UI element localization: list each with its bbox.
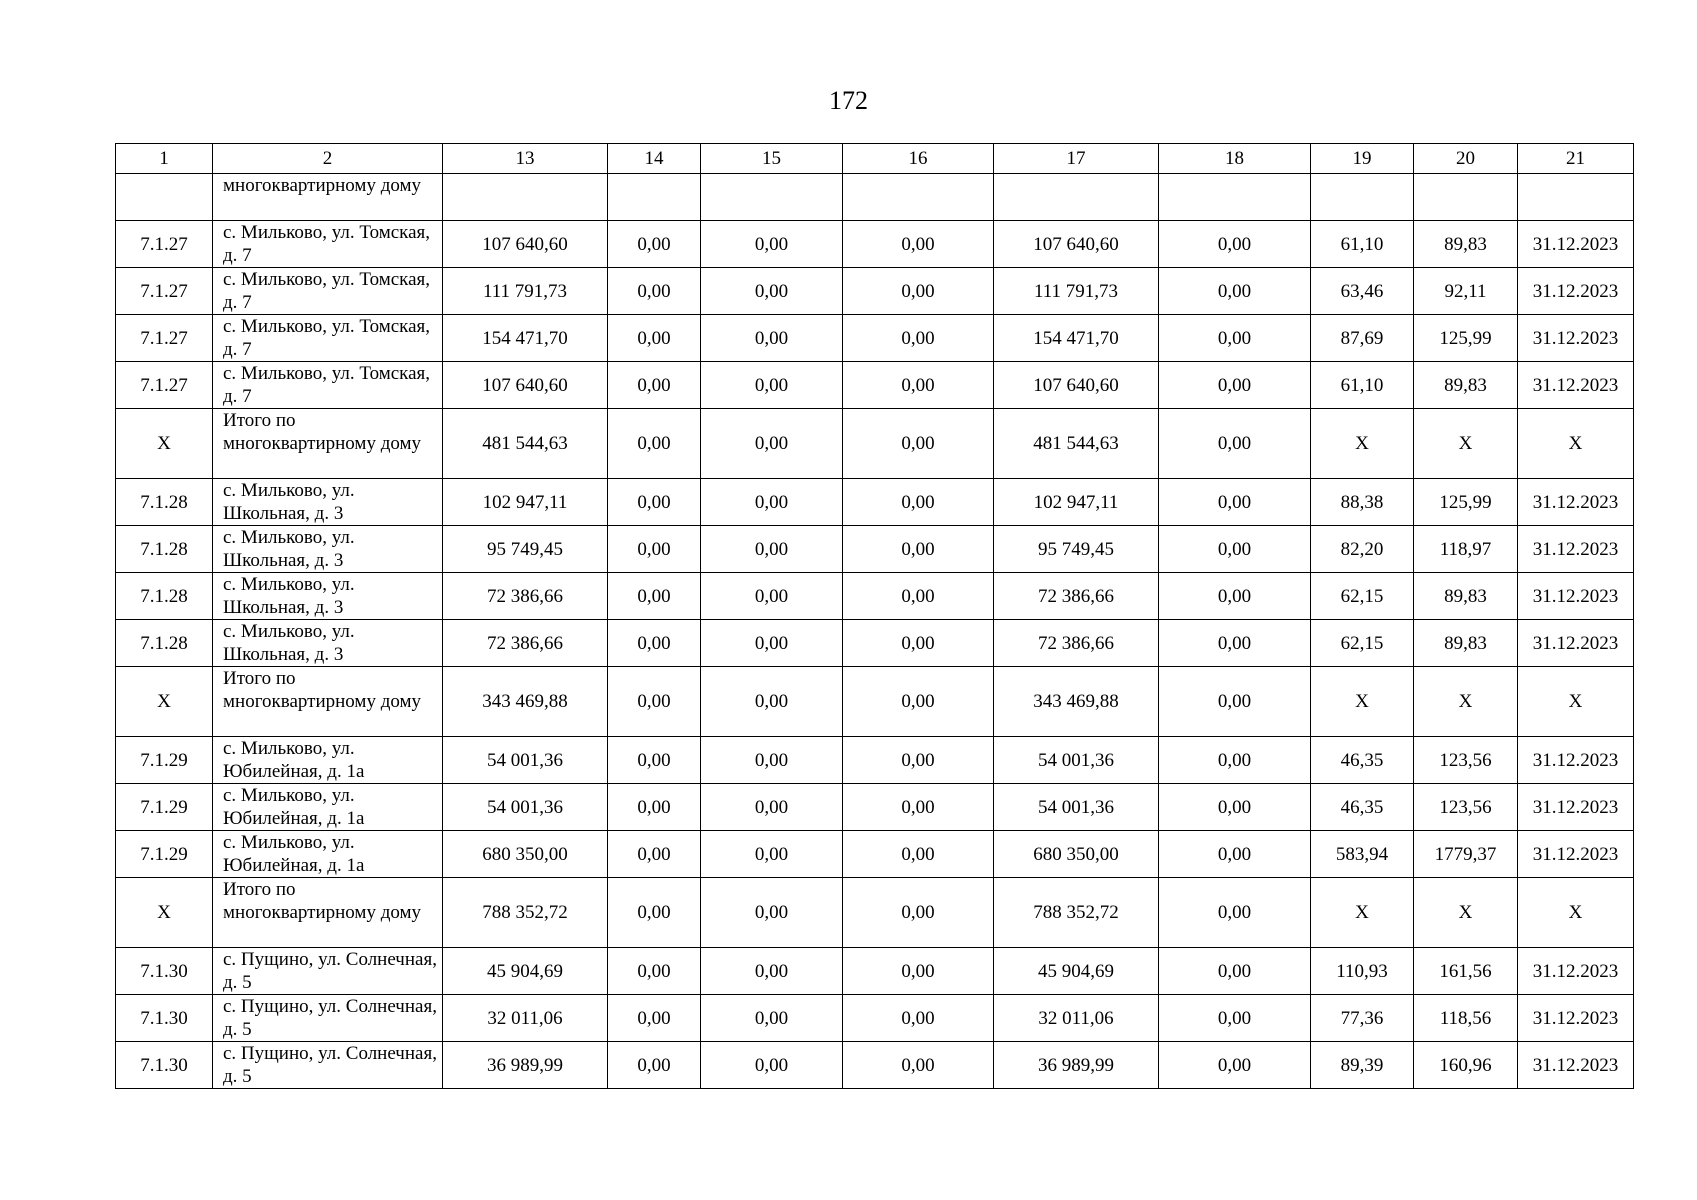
cell-address: с. Мильково, ул. Томская, д. 7: [213, 221, 443, 268]
cell-col-21: 31.12.2023: [1518, 268, 1634, 315]
cell-address: с. Мильково, ул. Школьная, д. 3: [213, 573, 443, 620]
cell-col-15: 0,00: [701, 1042, 843, 1089]
cell-col-20: 118,56: [1414, 995, 1518, 1042]
cell-col-18: 0,00: [1159, 667, 1311, 737]
cell-col-17: 72 386,66: [994, 573, 1159, 620]
cell-number: 7.1.27: [116, 221, 213, 268]
cell-col-13: 54 001,36: [443, 784, 608, 831]
cell-col-13: 481 544,63: [443, 409, 608, 479]
cell-col-21: 31.12.2023: [1518, 573, 1634, 620]
cell-number: 7.1.29: [116, 831, 213, 878]
column-header: 1: [116, 144, 213, 174]
cell-col-13: 788 352,72: [443, 878, 608, 948]
cell-col-14: 0,00: [608, 221, 701, 268]
cell-col-21: X: [1518, 667, 1634, 737]
column-header: 2: [213, 144, 443, 174]
table-row: [116, 620, 1634, 667]
cell-col-15: 0,00: [701, 362, 843, 409]
column-header: 21: [1518, 144, 1634, 174]
column-header: 13: [443, 144, 608, 174]
cell-col-15: 0,00: [701, 995, 843, 1042]
cell-col-13: 107 640,60: [443, 362, 608, 409]
cell-col-14: 0,00: [608, 362, 701, 409]
cell-col-14: 0,00: [608, 784, 701, 831]
cell-col-13: 343 469,88: [443, 667, 608, 737]
cell-col-21: 31.12.2023: [1518, 315, 1634, 362]
cell-col-20: X: [1414, 409, 1518, 479]
cell-col-14: 0,00: [608, 737, 701, 784]
cell-address: Итого по многоквартирному дому: [213, 878, 443, 948]
table-row: [116, 995, 1634, 1042]
column-header: 18: [1159, 144, 1311, 174]
cell-col-18: 0,00: [1159, 479, 1311, 526]
cell-col-14: 0,00: [608, 620, 701, 667]
cell-col-17: 343 469,88: [994, 667, 1159, 737]
cell-col-14: 0,00: [608, 831, 701, 878]
cell-col-15: 0,00: [701, 315, 843, 362]
cell-col-16: 0,00: [843, 1042, 994, 1089]
table-row: [116, 1042, 1634, 1089]
cell-col-14: 0,00: [608, 479, 701, 526]
column-header: 14: [608, 144, 701, 174]
table-row: [116, 221, 1634, 268]
column-header: 17: [994, 144, 1159, 174]
cell-col-17: 788 352,72: [994, 878, 1159, 948]
cell-col-13: 154 471,70: [443, 315, 608, 362]
cell-col-17: 36 989,99: [994, 1042, 1159, 1089]
cell-col-15: 0,00: [701, 667, 843, 737]
cell-col-19: X: [1311, 409, 1414, 479]
cell-number: 7.1.28: [116, 620, 213, 667]
cell-col-14: 0,00: [608, 268, 701, 315]
total-row: [116, 667, 1634, 737]
cell-col-15: 0,00: [701, 620, 843, 667]
cell-col-20: 1779,37: [1414, 831, 1518, 878]
cell-col-19: X: [1311, 878, 1414, 948]
cell-address: с. Мильково, ул. Юбилейная, д. 1а: [213, 831, 443, 878]
cell-number: 7.1.27: [116, 315, 213, 362]
cell-col-18: 0,00: [1159, 620, 1311, 667]
cell-col-19: 61,10: [1311, 362, 1414, 409]
cell-address: Итого по многоквартирному дому: [213, 409, 443, 479]
cell-col-20: 118,97: [1414, 526, 1518, 573]
cell-col-18: 0,00: [1159, 948, 1311, 995]
cell-empty: [1414, 174, 1518, 221]
cell-number: 7.1.29: [116, 784, 213, 831]
cell-col-21: 31.12.2023: [1518, 479, 1634, 526]
cell-address: с. Мильково, ул. Томская, д. 7: [213, 315, 443, 362]
cell-col-19: 62,15: [1311, 573, 1414, 620]
cell-col-18: 0,00: [1159, 409, 1311, 479]
cell-col-17: 102 947,11: [994, 479, 1159, 526]
cell-col-21: X: [1518, 878, 1634, 948]
cell-col-18: 0,00: [1159, 573, 1311, 620]
cell-col-20: 89,83: [1414, 362, 1518, 409]
table-row: [116, 948, 1634, 995]
cell-empty: [116, 174, 213, 221]
cell-col-17: 32 011,06: [994, 995, 1159, 1042]
cell-col-15: 0,00: [701, 479, 843, 526]
cell-col-17: 72 386,66: [994, 620, 1159, 667]
cell-col-15: 0,00: [701, 831, 843, 878]
cell-col-16: 0,00: [843, 620, 994, 667]
cell-col-19: 77,36: [1311, 995, 1414, 1042]
cell-col-17: 680 350,00: [994, 831, 1159, 878]
cell-col-18: 0,00: [1159, 831, 1311, 878]
cell-number: 7.1.28: [116, 526, 213, 573]
cell-address: с. Мильково, ул. Школьная, д. 3: [213, 620, 443, 667]
cell-col-17: 54 001,36: [994, 737, 1159, 784]
cell-address: с. Мильково, ул. Школьная, д. 3: [213, 479, 443, 526]
cell-col-20: 125,99: [1414, 315, 1518, 362]
cell-address: с. Мильково, ул. Юбилейная, д. 1а: [213, 784, 443, 831]
cell-col-20: 89,83: [1414, 573, 1518, 620]
header-row: [116, 144, 1634, 174]
cell-col-20: 160,96: [1414, 1042, 1518, 1089]
total-row: [116, 878, 1634, 948]
cell-col-13: 54 001,36: [443, 737, 608, 784]
cell-number: 7.1.28: [116, 479, 213, 526]
cell-col-15: 0,00: [701, 573, 843, 620]
cell-number: 7.1.30: [116, 995, 213, 1042]
table-row: [116, 315, 1634, 362]
cell-col-13: 45 904,69: [443, 948, 608, 995]
continuation-row: [116, 174, 1634, 221]
cell-col-19: 46,35: [1311, 784, 1414, 831]
cell-col-15: 0,00: [701, 737, 843, 784]
table-row: [116, 526, 1634, 573]
cell-col-13: 32 011,06: [443, 995, 608, 1042]
cell-empty: [1159, 174, 1311, 221]
cell-col-15: 0,00: [701, 409, 843, 479]
cell-number: 7.1.27: [116, 268, 213, 315]
cell-col-13: 72 386,66: [443, 620, 608, 667]
cell-col-17: 54 001,36: [994, 784, 1159, 831]
cell-col-18: 0,00: [1159, 268, 1311, 315]
column-header: 16: [843, 144, 994, 174]
table-row: [116, 737, 1634, 784]
table-row: [116, 831, 1634, 878]
column-header: 19: [1311, 144, 1414, 174]
cell-col-16: 0,00: [843, 878, 994, 948]
cell-col-19: 583,94: [1311, 831, 1414, 878]
cell-col-15: 0,00: [701, 784, 843, 831]
cell-col-21: 31.12.2023: [1518, 737, 1634, 784]
cell-col-13: 72 386,66: [443, 573, 608, 620]
cell-col-16: 0,00: [843, 948, 994, 995]
cell-col-21: 31.12.2023: [1518, 1042, 1634, 1089]
cell-col-16: 0,00: [843, 784, 994, 831]
cell-empty: [1518, 174, 1634, 221]
cell-col-19: X: [1311, 667, 1414, 737]
cell-col-20: X: [1414, 667, 1518, 737]
cell-col-16: 0,00: [843, 526, 994, 573]
cell-col-13: 111 791,73: [443, 268, 608, 315]
cell-address: Итого по многоквартирному дому: [213, 667, 443, 737]
cell-col-19: 82,20: [1311, 526, 1414, 573]
cell-col-19: 88,38: [1311, 479, 1414, 526]
cell-address: с. Мильково, ул. Томская, д. 7: [213, 268, 443, 315]
cell-col-18: 0,00: [1159, 315, 1311, 362]
cell-col-19: 89,39: [1311, 1042, 1414, 1089]
cell-col-17: 481 544,63: [994, 409, 1159, 479]
cell-col-14: 0,00: [608, 315, 701, 362]
cell-empty: [1311, 174, 1414, 221]
cell-col-14: 0,00: [608, 526, 701, 573]
cell-col-18: 0,00: [1159, 784, 1311, 831]
cell-col-16: 0,00: [843, 831, 994, 878]
cell-col-21: 31.12.2023: [1518, 784, 1634, 831]
cell-col-17: 45 904,69: [994, 948, 1159, 995]
cell-number: X: [116, 878, 213, 948]
table-row: [116, 784, 1634, 831]
cell-empty: [443, 174, 608, 221]
cell-col-15: 0,00: [701, 948, 843, 995]
cell-col-18: 0,00: [1159, 737, 1311, 784]
cell-number: X: [116, 409, 213, 479]
cell-address: с. Пущино, ул. Солнечная, д. 5: [213, 995, 443, 1042]
table-row: [116, 573, 1634, 620]
cell-col-15: 0,00: [701, 221, 843, 268]
cell-col-18: 0,00: [1159, 526, 1311, 573]
cell-address: с. Мильково, ул. Юбилейная, д. 1а: [213, 737, 443, 784]
cell-col-21: X: [1518, 409, 1634, 479]
cell-col-21: 31.12.2023: [1518, 362, 1634, 409]
cell-empty: [994, 174, 1159, 221]
cell-col-16: 0,00: [843, 315, 994, 362]
cell-col-19: 110,93: [1311, 948, 1414, 995]
cell-col-14: 0,00: [608, 948, 701, 995]
cell-empty: [843, 174, 994, 221]
cell-address: с. Пущино, ул. Солнечная, д. 5: [213, 948, 443, 995]
cell-col-21: 31.12.2023: [1518, 995, 1634, 1042]
cell-col-16: 0,00: [843, 362, 994, 409]
cell-col-16: 0,00: [843, 479, 994, 526]
cell-number: 7.1.29: [116, 737, 213, 784]
cell-col-18: 0,00: [1159, 221, 1311, 268]
cell-col-19: 46,35: [1311, 737, 1414, 784]
cell-col-16: 0,00: [843, 995, 994, 1042]
cell-col-18: 0,00: [1159, 1042, 1311, 1089]
cell-col-16: 0,00: [843, 737, 994, 784]
cell-col-20: 92,11: [1414, 268, 1518, 315]
cell-col-13: 102 947,11: [443, 479, 608, 526]
cell-col-16: 0,00: [843, 409, 994, 479]
cell-col-16: 0,00: [843, 573, 994, 620]
cell-col-20: 123,56: [1414, 737, 1518, 784]
column-header: 15: [701, 144, 843, 174]
cell-number: 7.1.28: [116, 573, 213, 620]
cell-col-18: 0,00: [1159, 362, 1311, 409]
total-row: [116, 409, 1634, 479]
cell-col-13: 95 749,45: [443, 526, 608, 573]
cell-col-17: 95 749,45: [994, 526, 1159, 573]
cell-col-17: 111 791,73: [994, 268, 1159, 315]
cell-col-16: 0,00: [843, 667, 994, 737]
cell-col-15: 0,00: [701, 526, 843, 573]
cell-number: 7.1.30: [116, 948, 213, 995]
cell-col-14: 0,00: [608, 573, 701, 620]
cell-col-18: 0,00: [1159, 878, 1311, 948]
cell-col-15: 0,00: [701, 878, 843, 948]
cell-col-19: 63,46: [1311, 268, 1414, 315]
cell-number: X: [116, 667, 213, 737]
cell-col-20: 125,99: [1414, 479, 1518, 526]
table-row: [116, 268, 1634, 315]
cell-address: с. Пущино, ул. Солнечная, д. 5: [213, 1042, 443, 1089]
table-row: [116, 362, 1634, 409]
cell-col-17: 107 640,60: [994, 362, 1159, 409]
cell-col-19: 61,10: [1311, 221, 1414, 268]
cell-col-21: 31.12.2023: [1518, 948, 1634, 995]
cell-col-21: 31.12.2023: [1518, 831, 1634, 878]
cell-col-17: 107 640,60: [994, 221, 1159, 268]
column-header: 20: [1414, 144, 1518, 174]
cell-address: с. Мильково, ул. Томская, д. 7: [213, 362, 443, 409]
cell-col-19: 62,15: [1311, 620, 1414, 667]
table-row: [116, 479, 1634, 526]
cell-col-20: 89,83: [1414, 221, 1518, 268]
cell-empty: [608, 174, 701, 221]
cell-number: 7.1.30: [116, 1042, 213, 1089]
cell-col-16: 0,00: [843, 221, 994, 268]
cell-col-14: 0,00: [608, 878, 701, 948]
cell-col-20: 89,83: [1414, 620, 1518, 667]
cell-col-21: 31.12.2023: [1518, 526, 1634, 573]
cell-col-13: 36 989,99: [443, 1042, 608, 1089]
cell-col-15: 0,00: [701, 268, 843, 315]
cell-col-21: 31.12.2023: [1518, 620, 1634, 667]
cell-col-20: 123,56: [1414, 784, 1518, 831]
cell-col-18: 0,00: [1159, 995, 1311, 1042]
cell-col-19: 87,69: [1311, 315, 1414, 362]
cell-col-13: 680 350,00: [443, 831, 608, 878]
cell-col-21: 31.12.2023: [1518, 221, 1634, 268]
cell-empty: [701, 174, 843, 221]
cell-col-16: 0,00: [843, 268, 994, 315]
cell-col-17: 154 471,70: [994, 315, 1159, 362]
cell-col-20: 161,56: [1414, 948, 1518, 995]
cell-col-14: 0,00: [608, 995, 701, 1042]
continuation-text: многоквартирному дому: [213, 174, 443, 221]
cell-col-20: X: [1414, 878, 1518, 948]
cell-col-14: 0,00: [608, 1042, 701, 1089]
data-table: [115, 143, 1634, 1089]
cell-col-14: 0,00: [608, 409, 701, 479]
page-number: 172: [829, 86, 868, 115]
cell-number: 7.1.27: [116, 362, 213, 409]
cell-col-13: 107 640,60: [443, 221, 608, 268]
cell-col-14: 0,00: [608, 667, 701, 737]
cell-address: с. Мильково, ул. Школьная, д. 3: [213, 526, 443, 573]
